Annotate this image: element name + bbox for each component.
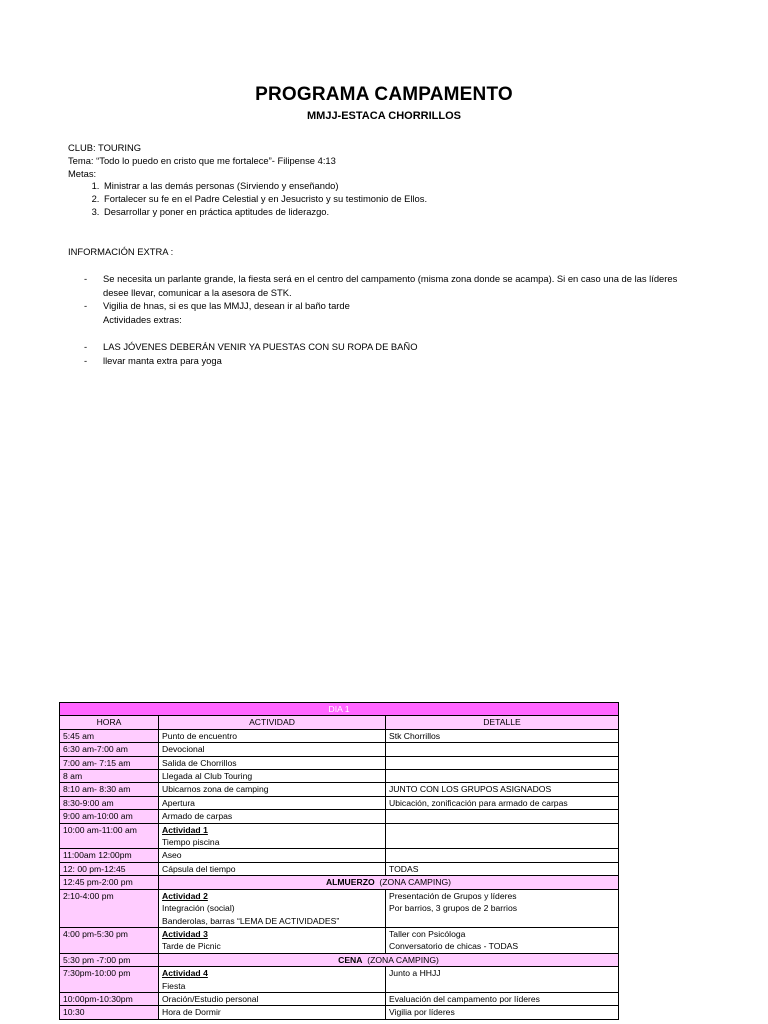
cell-hora: 5:30 pm -7:00 pm (60, 953, 159, 966)
activity-line: Tarde de Picnic (162, 941, 221, 952)
detail-line: Conversatorio de chicas - TODAS (389, 941, 519, 952)
day-header-row (60, 703, 619, 716)
cell-hora: 9:00 am-10:00 am (60, 810, 159, 823)
column-header-row (60, 716, 619, 729)
cell-actividad (159, 823, 386, 849)
table-row (60, 823, 619, 849)
cell-actividad (159, 967, 386, 993)
table-row (60, 849, 619, 862)
table-row (60, 770, 619, 783)
cell-actividad: Devocional (159, 743, 386, 756)
activity-line: Banderolas, barras “LEMA DE ACTIVIDADES” (162, 915, 340, 926)
cell-actividad: Ubicarnos zona de camping (159, 783, 386, 796)
table-row (60, 729, 619, 742)
meal-location: (ZONA CAMPING) (367, 954, 439, 965)
header-detalle: DETALLE (386, 716, 619, 729)
cell-hora: 10:00pm-10:30pm (60, 992, 159, 1005)
activity-title: Actividad 2 (162, 890, 208, 901)
document-title: PROGRAMA CAMPAMENTO (255, 84, 513, 105)
extra-info-heading: INFORMACIÓN EXTRA : (68, 246, 174, 257)
table-row (60, 810, 619, 823)
table-row (60, 796, 619, 809)
table-row (60, 967, 619, 993)
day-title: DIA 1 (60, 703, 619, 716)
detail-line: Presentación de Grupos y líderes (389, 890, 517, 901)
meal-location: (ZONA CAMPING) (379, 877, 452, 888)
document-subtitle: MMJJ-ESTACA CHORRILLOS (307, 110, 461, 122)
cell-actividad (159, 927, 386, 953)
meal-row (60, 953, 619, 966)
cell-detalle: Stk Chorrillos (386, 729, 619, 742)
dash-bullet: - (84, 354, 88, 366)
cell-actividad: Punto de encuentro (159, 729, 386, 742)
cell-hora: 5:45 am (60, 729, 159, 742)
metas-label: Metas: (68, 167, 97, 179)
cell-hora: 11:00am 12:00pm (60, 849, 159, 862)
cell-hora: 12:45 pm-2:00 pm (60, 876, 159, 889)
meal-name: CENA (338, 954, 363, 965)
table-row (60, 889, 619, 927)
detail-line: Por barrios, 3 grupos de 2 barrios (389, 903, 518, 914)
cell-detalle (386, 810, 619, 823)
cell-hora: 4:00 pm-5:30 pm (60, 927, 159, 953)
header-actividad: ACTIVIDAD (159, 716, 386, 729)
cell-hora: 7:30pm-10:00 pm (60, 967, 159, 993)
cell-hora: 6:30 am-7:00 am (60, 743, 159, 756)
cell-detalle (386, 756, 619, 769)
meal-cell (159, 876, 619, 889)
table-row (60, 927, 619, 953)
cell-hora: 8:10 am- 8:30 am (60, 783, 159, 796)
meal-name: ALMUERZO (325, 877, 375, 888)
meal-cell (159, 953, 619, 966)
detail-line: Taller con Psicóloga (389, 928, 466, 939)
cell-detalle: Ubicación, zonificación para armado de carpas (386, 796, 619, 809)
cell-hora: 10:00 am-11:00 am (60, 823, 159, 849)
dash-bullet: - (84, 300, 88, 312)
meta-item: 3. Desarrollar y poner en práctica aptitudes de liderazgo. (102, 206, 708, 219)
cell-detalle: Evaluación del campamento por líderes (386, 992, 619, 1005)
extra-item (68, 299, 708, 313)
extra-item-text: LAS JÓVENES DEBERÁN VENIR YA PUESTAS CON SU ROPA DE BAÑO (103, 340, 418, 352)
extra-item-text: Actividades extras: (103, 313, 182, 325)
activity-title: Actividad 3 (162, 928, 208, 939)
table-row (60, 756, 619, 769)
cell-actividad: Apertura (159, 796, 386, 809)
header-hora: HORA (60, 716, 159, 729)
extra-item (68, 354, 708, 368)
general-info (68, 142, 708, 219)
extra-item-text: Se necesita un parlante grande, la fiesta será en el centro del campamento (misma zona donde se acampa). Si en caso una de las líderes (103, 273, 678, 284)
table-row (60, 992, 619, 1005)
cell-actividad: Armado de carpas (159, 810, 386, 823)
cell-detalle: TODAS (386, 862, 619, 875)
tema-line: Tema: “Todo lo puedo en cristo que me fortalece”- Filipense 4:13 (68, 154, 336, 166)
cell-hora: 2:10-4:00 pm (60, 889, 159, 927)
cell-detalle: Vigilia por líderes (386, 1006, 619, 1019)
extra-item-continuation (68, 313, 708, 327)
cell-hora: 10:30 (60, 1006, 159, 1019)
cell-actividad: Hora de Dormir (159, 1006, 386, 1019)
cell-detalle (386, 889, 619, 927)
table-row (60, 1006, 619, 1019)
extra-item-text: Vigilia de hnas, si es que las MMJJ, desean ir al baño tarde (103, 300, 350, 312)
activity-line: Fiesta (162, 980, 186, 991)
table-row (60, 743, 619, 756)
cell-detalle (386, 743, 619, 756)
table-row (60, 783, 619, 796)
table-row (60, 862, 619, 875)
extra-item (68, 340, 708, 354)
cell-actividad: Oración/Estudio personal (159, 992, 386, 1005)
cell-detalle: JUNTO CON LOS GRUPOS ASIGNADOS (386, 783, 619, 796)
meta-item: 2. Fortalecer su fe en el Padre Celestial y en Jesucristo y su testimonio de Ellos. (102, 193, 708, 206)
cell-detalle (386, 823, 619, 849)
activity-title: Actividad 4 (162, 968, 208, 979)
club-line: CLUB: TOURING (68, 142, 142, 153)
cell-actividad: Llegada al Club Touring (159, 770, 386, 783)
cell-actividad (159, 889, 386, 927)
cell-detalle (386, 849, 619, 862)
cell-detalle (386, 967, 619, 993)
extra-item-text: desee llevar, comunicar a la asesora de STK. (103, 286, 292, 298)
cell-detalle (386, 927, 619, 953)
activity-title: Actividad 1 (162, 824, 208, 835)
cell-actividad: Aseo (159, 849, 386, 862)
metas-list (68, 180, 708, 218)
cell-actividad: Cápsula del tiempo (159, 862, 386, 875)
cell-hora: 8:30-9:00 am (60, 796, 159, 809)
activity-line: Integración (social) (162, 903, 235, 914)
extra-item-text: llevar manta extra para yoga (103, 354, 222, 366)
extra-item-continuation (68, 286, 708, 300)
cell-hora: 8 am (60, 770, 159, 783)
dash-bullet: - (84, 273, 88, 284)
cell-detalle (386, 770, 619, 783)
schedule-table (59, 702, 619, 1020)
dash-bullet: - (84, 340, 88, 352)
meal-row (60, 876, 619, 889)
extra-item (68, 272, 708, 286)
cell-hora: 12: 00 pm-12:45 (60, 862, 159, 875)
meta-item: 1. Ministrar a las demás personas (Sirviendo y enseñando) (102, 180, 708, 193)
activity-line: Tiempo piscina (162, 837, 220, 848)
cell-hora: 7:00 am- 7:15 am (60, 756, 159, 769)
extra-info-list (68, 272, 708, 367)
cell-actividad: Salida de Chorrillos (159, 756, 386, 769)
detail-line: Junto a HHJJ (389, 968, 441, 979)
